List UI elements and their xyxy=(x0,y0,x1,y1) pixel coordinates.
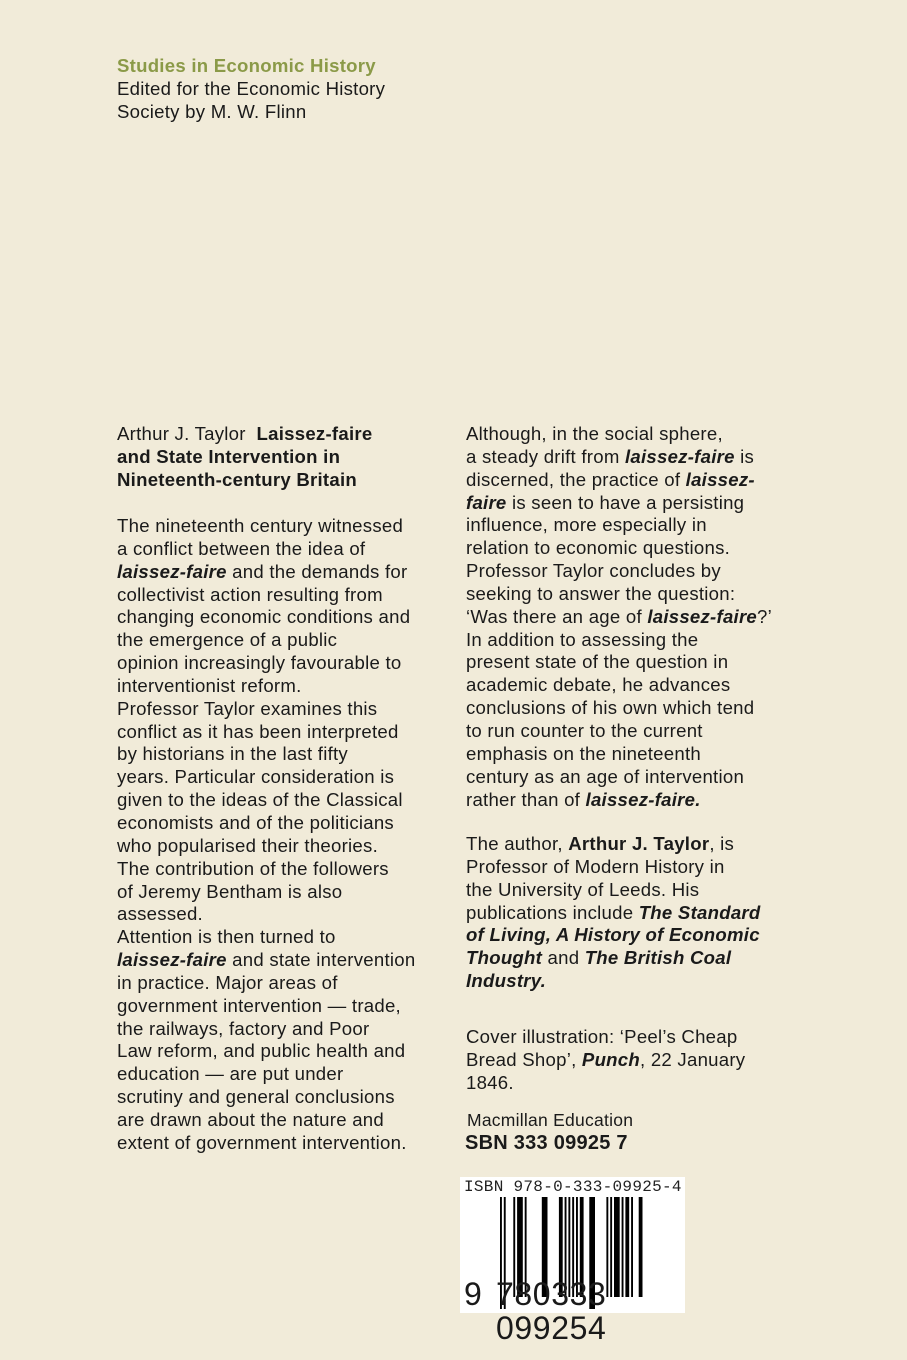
italic-text: Industry. xyxy=(466,970,547,992)
italic-text: The British Coal xyxy=(584,947,732,969)
italic-text: laissez- xyxy=(685,468,755,490)
italic-text: laissez-faire xyxy=(624,445,735,467)
blurb-left-column xyxy=(117,515,415,1155)
text-line xyxy=(117,606,415,629)
text-line xyxy=(466,924,761,947)
blurb-right-column xyxy=(466,423,772,811)
editor-line: Society by M. W. Flinn xyxy=(117,100,307,122)
italic-text: laissez-faire xyxy=(117,560,227,582)
text-segment: rather than of xyxy=(466,788,586,810)
text-segment: Arthur J. Taylor xyxy=(117,423,257,444)
text-line xyxy=(117,698,415,721)
text-segment: The contribution of the followers xyxy=(117,857,389,879)
text-line xyxy=(117,561,415,584)
text-line xyxy=(466,766,772,789)
text-segment: Professor of Modern History in xyxy=(466,855,725,877)
text-line xyxy=(117,721,415,744)
text-line xyxy=(466,1049,745,1072)
text-segment: and xyxy=(542,947,585,969)
text-segment: Professor Taylor concludes by xyxy=(466,560,721,582)
text-line xyxy=(466,606,772,629)
text-segment: in practice. Major areas of xyxy=(117,971,338,993)
bold-text: Nineteenth-century Britain xyxy=(117,468,357,490)
text-segment: ‘Was there an age of xyxy=(466,605,648,627)
text-line xyxy=(117,515,415,538)
text-segment: interventionist reform. xyxy=(117,674,302,696)
text-segment: publications include xyxy=(466,901,639,923)
text-line xyxy=(466,902,761,925)
text-line xyxy=(466,514,772,537)
text-segment: years. Particular consideration is xyxy=(117,766,395,788)
text-segment: opinion increasingly favourable to xyxy=(117,652,402,674)
text-line xyxy=(466,720,772,743)
text-segment: who popularised their theories. xyxy=(117,834,378,856)
italic-text: Thought xyxy=(466,947,543,969)
text-line xyxy=(466,856,761,879)
isbn-barcode xyxy=(460,1177,685,1346)
text-line xyxy=(466,947,761,970)
text-segment: a conflict between the idea of xyxy=(117,537,366,559)
text-line xyxy=(117,1018,415,1041)
text-line xyxy=(466,629,772,652)
text-segment: to run counter to the current xyxy=(466,719,703,741)
bold-text: Laissez-faire xyxy=(256,423,373,444)
text-segment: conflict as it has been interpreted xyxy=(117,720,399,742)
series-title: Studies in Economic History xyxy=(117,55,376,76)
italic-text: Punch xyxy=(581,1048,640,1070)
text-segment: economists and of the politicians xyxy=(117,811,394,833)
text-segment: emphasis on the nineteenth xyxy=(466,742,701,764)
text-line xyxy=(466,833,761,856)
isbn-label: ISBN 978-0-333-09925-4 xyxy=(464,1178,682,1196)
text-line xyxy=(466,879,761,902)
text-segment: a steady drift from xyxy=(466,445,625,467)
text-segment: and the demands for xyxy=(226,560,408,582)
text-line xyxy=(117,743,415,766)
italic-text: laissez-faire xyxy=(117,949,227,971)
text-segment: Attention is then turned to xyxy=(117,926,336,948)
text-line xyxy=(117,584,415,607)
barcode-digits: 780333 099254 xyxy=(496,1276,607,1346)
text-segment: The nineteenth century witnessed xyxy=(117,515,404,536)
text-segment: , 22 January xyxy=(640,1048,746,1070)
text-segment: The author, xyxy=(466,833,569,854)
text-line xyxy=(117,903,415,926)
text-line xyxy=(117,926,415,949)
text-line xyxy=(466,583,772,606)
text-segment: is xyxy=(734,445,755,467)
text-line xyxy=(117,789,415,812)
sbn-number: SBN 333 09925 7 xyxy=(465,1132,628,1154)
text-line xyxy=(117,835,415,858)
text-segment: is seen to have a persisting xyxy=(506,491,745,513)
text-segment: scrutiny and general conclusions xyxy=(117,1086,395,1108)
bold-text: Arthur J. Taylor xyxy=(568,833,710,854)
text-line xyxy=(466,674,772,697)
book-title-block xyxy=(117,423,372,492)
text-line xyxy=(117,446,372,469)
text-line xyxy=(117,1040,415,1063)
text-line xyxy=(466,560,772,583)
text-segment: Cover illustration: ‘Peel’s Cheap xyxy=(466,1026,738,1047)
text-line xyxy=(466,1026,745,1049)
text-line xyxy=(466,651,772,674)
text-segment: Professor Taylor examines this xyxy=(117,697,378,719)
text-segment: education — are put under xyxy=(117,1063,344,1085)
text-line xyxy=(466,970,761,993)
series-header xyxy=(117,55,385,124)
text-line xyxy=(117,995,415,1018)
text-segment: by historians in the last fifty xyxy=(117,743,348,765)
text-line xyxy=(117,629,415,652)
author-bio xyxy=(466,833,761,993)
text-line xyxy=(466,423,772,446)
text-segment: ?’ xyxy=(757,605,773,627)
text-segment: given to the ideas of the Classical xyxy=(117,789,403,811)
italic-text: laissez-faire xyxy=(647,605,758,627)
text-line xyxy=(466,446,772,469)
text-segment: influence, more especially in xyxy=(466,514,707,536)
text-segment: seeking to answer the question: xyxy=(466,582,736,604)
text-segment: the emergence of a public xyxy=(117,629,338,651)
text-line xyxy=(117,538,415,561)
text-segment: collectivist action resulting from xyxy=(117,583,383,605)
text-line xyxy=(117,1063,415,1086)
text-segment: assessed. xyxy=(117,903,203,925)
text-line xyxy=(466,492,772,515)
text-line xyxy=(117,1132,415,1155)
text-segment: of Jeremy Bentham is also xyxy=(117,880,343,902)
text-segment: century as an age of intervention xyxy=(466,765,745,787)
italic-text: laissez-faire. xyxy=(585,788,701,810)
text-line xyxy=(117,766,415,789)
text-segment: Law reform, and public health and xyxy=(117,1040,406,1062)
text-segment: 1846. xyxy=(466,1071,514,1093)
text-line xyxy=(117,469,372,492)
text-line xyxy=(117,423,372,446)
text-segment: relation to economic questions. xyxy=(466,537,731,559)
cover-illustration-credit xyxy=(466,1026,745,1095)
text-segment: government intervention — trade, xyxy=(117,994,401,1016)
text-segment: changing economic conditions and xyxy=(117,606,411,628)
text-segment: the University of Leeds. His xyxy=(466,878,700,900)
italic-text: The Standard xyxy=(638,901,761,923)
text-segment: are drawn about the nature and xyxy=(117,1108,384,1130)
text-segment: academic debate, he advances xyxy=(466,674,731,696)
text-line xyxy=(117,972,415,995)
text-segment: conclusions of his own which tend xyxy=(466,697,755,719)
text-line xyxy=(466,789,772,812)
text-line xyxy=(117,949,415,972)
text-segment: the railways, factory and Poor xyxy=(117,1017,370,1039)
text-line xyxy=(466,1072,745,1095)
text-segment: extent of government intervention. xyxy=(117,1131,407,1153)
text-line xyxy=(117,1109,415,1132)
text-segment: discerned, the practice of xyxy=(466,468,686,490)
italic-text: faire xyxy=(466,491,507,513)
text-line xyxy=(117,675,415,698)
italic-text: of Living, A History of Economic xyxy=(466,924,760,946)
text-line xyxy=(117,1086,415,1109)
editor-line: Edited for the Economic History xyxy=(117,77,386,99)
text-line xyxy=(117,652,415,675)
text-segment: , is xyxy=(709,833,735,854)
bold-text: and State Intervention in xyxy=(117,445,341,467)
text-line xyxy=(466,469,772,492)
text-line xyxy=(117,881,415,904)
text-segment: Bread Shop’, xyxy=(466,1048,582,1070)
text-line xyxy=(466,743,772,766)
text-line xyxy=(117,858,415,881)
text-line xyxy=(466,697,772,720)
publisher-name: Macmillan Education xyxy=(467,1110,634,1130)
text-line xyxy=(117,812,415,835)
text-segment: present state of the question in xyxy=(466,651,729,673)
text-segment: In addition to assessing the xyxy=(466,628,699,650)
text-line xyxy=(466,537,772,560)
barcode-first-digit: 9 xyxy=(464,1276,482,1312)
text-segment: Although, in the social sphere, xyxy=(466,423,723,444)
text-segment: and state intervention xyxy=(226,949,416,971)
